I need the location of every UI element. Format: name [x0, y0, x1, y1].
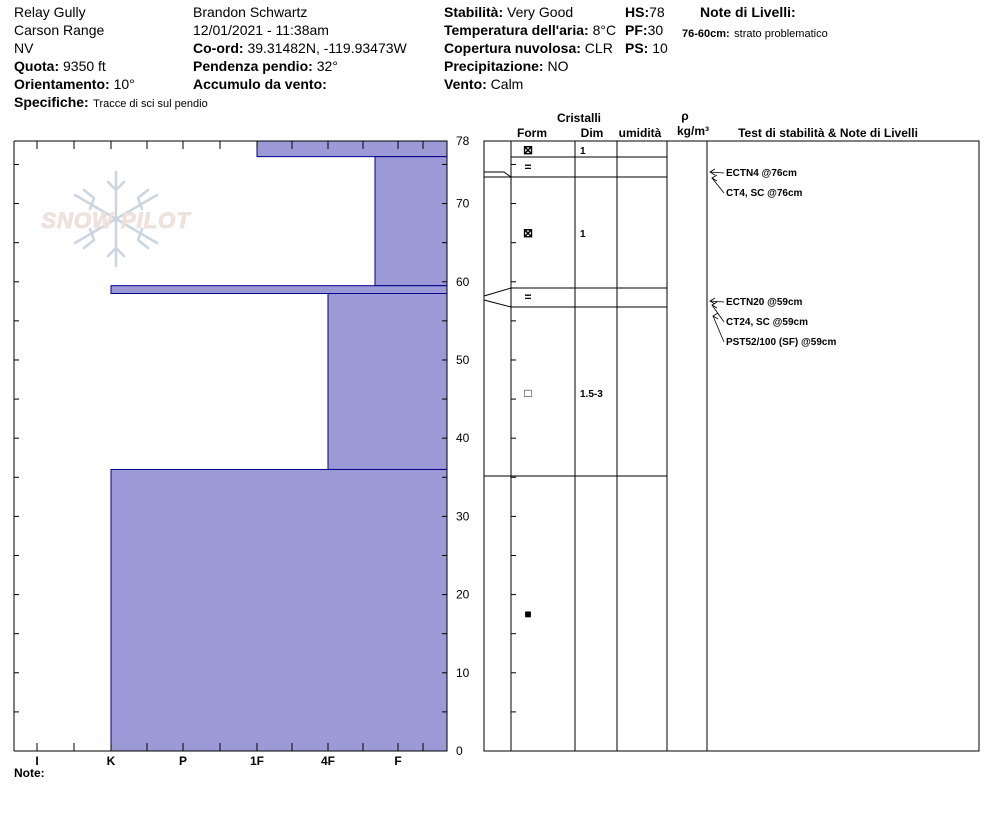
layer-notes-title: Note di Livelli:	[700, 4, 796, 20]
slope-value: 32°	[316, 58, 338, 74]
layer-note-range: 76-60cm:	[682, 28, 730, 40]
hardness-bar-2	[375, 157, 447, 286]
grain-form-symbol: =	[524, 290, 532, 304]
observer-name: Brandon Schwartz	[193, 4, 308, 20]
logo-text: SNOW PILOT	[41, 208, 191, 233]
y-tick-label: 60	[456, 274, 470, 289]
y-tick-label: 70	[456, 196, 470, 211]
grain-form-symbol: ■	[524, 607, 532, 621]
layer-table-frame	[484, 141, 979, 751]
y-tick-label: 78	[456, 134, 470, 148]
test-arrow	[712, 305, 724, 322]
test-arrow	[712, 178, 724, 193]
observation-datetime: 12/01/2021 - 11:38am	[193, 22, 329, 38]
x-tick-label: 4F	[320, 754, 336, 768]
elevation-value: 9350 ft	[63, 58, 106, 74]
x-tick-label: F	[394, 754, 402, 768]
cloud-cover-label: Copertura nuvolosa:	[444, 40, 581, 56]
air-temp-value: 8°C	[592, 22, 617, 38]
layer-note-text: strato problematico	[734, 28, 828, 40]
grain-size-label: 1	[580, 146, 586, 157]
y-tick-label: 10	[456, 665, 470, 680]
header-rho: ρ	[681, 109, 689, 123]
header-cristalli: Cristalli	[556, 111, 602, 125]
stability-test-label: PST52/100 (SF) @59cm	[726, 337, 837, 348]
wind-loading-label: Accumulo da vento:	[193, 76, 327, 92]
grain-form-symbol: ⊠	[522, 226, 534, 240]
wind-value: Calm	[490, 76, 524, 92]
air-temp-label: Temperatura dell'aria:	[444, 22, 589, 38]
ps-value: 10	[652, 40, 668, 56]
stability-test-label: ECTN20 @59cm	[726, 297, 803, 308]
pf-value: 30	[647, 22, 664, 38]
pf-label: PF:	[625, 22, 648, 38]
x-tick-label: 1F	[249, 754, 265, 768]
test-arrowhead	[712, 175, 717, 181]
hardness-bar-4	[328, 294, 447, 470]
grain-size-label: 1.5-3	[580, 389, 603, 400]
y-tick-label: 40	[456, 431, 470, 446]
y-tick-label: 50	[456, 352, 470, 367]
location-name: Relay Gully	[14, 4, 86, 20]
ps-label: PS:	[625, 40, 649, 56]
stability-value: Very Good	[507, 4, 574, 20]
precipitation-label: Precipitazione:	[444, 58, 544, 74]
header-dim: Dim	[580, 126, 604, 140]
stability-label: Stabilità:	[444, 4, 504, 20]
note-label: Note:	[14, 766, 45, 780]
grain-form-symbol: =	[524, 160, 532, 174]
specifics-label: Specifiche:	[14, 94, 89, 110]
coordinates-label: Co-ord:	[193, 40, 244, 56]
aspect-value: 10°	[113, 76, 135, 92]
hardness-bar-3	[111, 286, 447, 294]
hardness-bar-1	[257, 141, 447, 157]
x-tick-label: P	[178, 754, 188, 768]
grain-size-label: 1	[580, 229, 586, 240]
hardness-bar-5	[111, 469, 447, 751]
elevation-label: Quota:	[14, 58, 60, 74]
range-name: Carson Range	[14, 22, 105, 38]
grain-form-symbol: □	[524, 386, 532, 400]
coordinates-value: 39.31482N, -119.93473W	[247, 40, 407, 56]
cloud-cover-value: CLR	[584, 40, 613, 56]
header-tests: Test di stabilità & Note di Livelli	[738, 126, 918, 140]
header-umidita: umidità	[618, 126, 662, 140]
stability-test-label: ECTN4 @76cm	[726, 168, 797, 179]
wind-label: Vento:	[444, 76, 487, 92]
header-rho-unit: kg/m³	[676, 124, 710, 138]
slope-label: Pendenza pendio:	[193, 58, 313, 74]
specifics-value: Tracce di sci sul pendio	[93, 98, 208, 110]
y-tick-label: 0	[456, 744, 463, 758]
hs-label: HS:	[625, 4, 650, 20]
grain-form-symbol: ⊠	[522, 143, 534, 157]
stability-test-label: CT4, SC @76cm	[726, 188, 803, 199]
x-tick-label: I	[35, 754, 39, 768]
boundary-connector	[484, 288, 511, 296]
boundary-connector	[484, 172, 511, 177]
y-tick-label: 30	[456, 509, 470, 524]
state-name: NV	[14, 40, 34, 56]
header-form: Form	[517, 126, 547, 140]
hs-value: 78	[649, 4, 665, 20]
stability-test-label: CT24, SC @59cm	[726, 317, 809, 328]
y-tick-label: 20	[456, 587, 470, 602]
snowpilot-logo	[41, 172, 191, 266]
precipitation-value: NO	[547, 58, 569, 74]
x-tick-label: K	[106, 754, 116, 768]
aspect-label: Orientamento:	[14, 76, 110, 92]
boundary-connector	[484, 300, 511, 307]
